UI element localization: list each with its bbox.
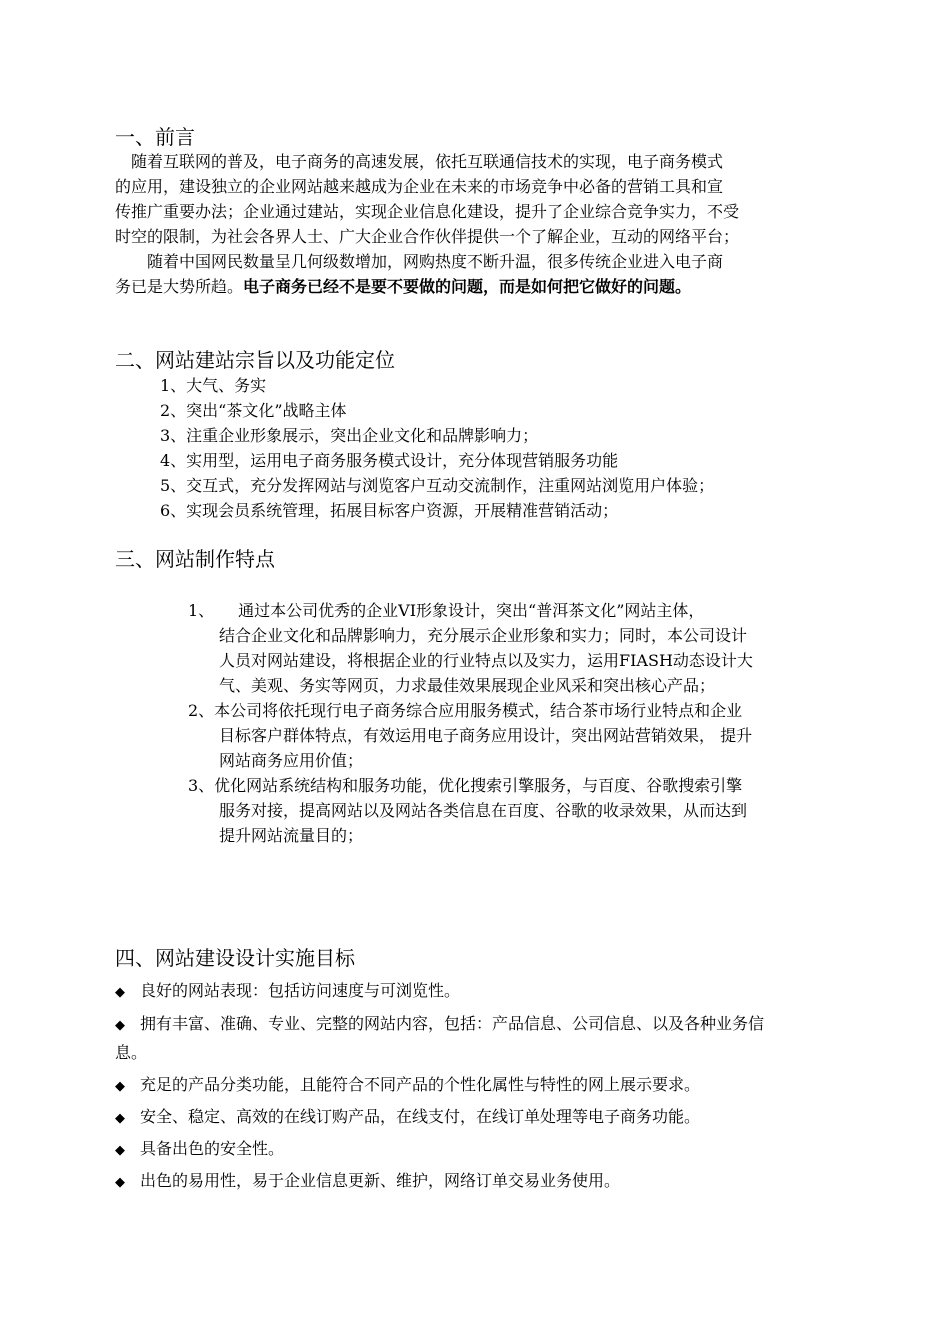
bullet-item <box>115 978 460 1005</box>
bullet-item <box>115 1136 284 1163</box>
bullet-item <box>115 1104 700 1131</box>
list-item: 1、大气、务实 <box>160 376 267 395</box>
list-item-first-line: 1、 通过本公司优秀的企业VI形象设计，突出“普洱茶文化”网站主体， <box>188 601 705 620</box>
diamond-bullet-icon: ◆ <box>115 1143 125 1158</box>
paragraph-line: 随着中国网民数量呈几何级数增加，网购热度不断升温，很多传统企业进入电子商 <box>115 252 724 271</box>
bullet-item <box>115 1072 700 1099</box>
list-item-continuation: 气、美观、务实等网页，力求最佳效果展现企业风采和突出核心产品； <box>219 676 716 695</box>
bullet-wrap-line: 息。 <box>115 1043 148 1062</box>
list-item: 6、实现会员系统管理，拓展目标客户资源，开展精准营销活动； <box>160 501 619 520</box>
section-1-paragraph <box>115 149 845 299</box>
section-2-list <box>160 373 714 523</box>
paragraph-text: 务已是大势所趋。 <box>115 277 244 296</box>
list-item-continuation: 网站商务应用价值； <box>219 751 364 770</box>
diamond-bullet-icon: ◆ <box>115 1018 125 1033</box>
section-2-heading: 二、网站建站宗旨以及功能定位 <box>115 348 395 372</box>
list-item-first-line: 3、优化网站系统结构和服务功能，优化搜索引擎服务，与百度、谷歌搜索引擎 <box>188 776 743 795</box>
bullet-text: 出色的易用性，易于企业信息更新、维护，网络订单交易业务使用。 <box>140 1171 621 1190</box>
section-3-list <box>188 598 753 848</box>
bullet-item <box>115 1011 764 1038</box>
bullet-text: 拥有丰富、准确、专业、完整的网站内容，包括：产品信息、公司信息、以及各种业务信 <box>140 1014 765 1033</box>
list-item: 2、突出“茶文化”战略主体 <box>160 401 347 420</box>
diamond-bullet-icon: ◆ <box>115 1079 125 1094</box>
diamond-bullet-icon: ◆ <box>115 985 125 1000</box>
paragraph-line: 的应用，建设独立的企业网站越来越成为企业在未来的市场竞争中必备的营销工具和宣 <box>115 177 724 196</box>
list-item-continuation: 目标客户群体特点，有效运用电子商务应用设计，突出网站营销效果， 提升 <box>219 726 753 745</box>
paragraph-line <box>115 274 845 299</box>
list-item-continuation: 服务对接，提高网站以及网站各类信息在百度、谷歌的收录效果，从而达到 <box>219 801 748 820</box>
list-item-first-line: 2、本公司将依托现行电子商务综合应用服务模式，结合茶市场行业特点和企业 <box>188 701 743 720</box>
bullet-text: 充足的产品分类功能，且能符合不同产品的个性化属性与特性的网上展示要求。 <box>140 1075 701 1094</box>
section-1-heading: 一、前言 <box>115 125 195 149</box>
list-item <box>188 773 753 848</box>
list-item: 3、注重企业形象展示，突出企业文化和品牌影响力； <box>160 426 539 445</box>
list-item <box>188 598 753 698</box>
list-item-continuation: 人员对网站建设，将根据企业的行业特点以及实力，运用FIASH动态设计大 <box>219 651 753 670</box>
list-item-continuation: 提升网站流量目的； <box>219 826 364 845</box>
list-item-continuation: 结合企业文化和品牌影响力，充分展示企业形象和实力；同时，本公司设计 <box>219 626 748 645</box>
diamond-bullet-icon: ◆ <box>115 1175 125 1190</box>
emphasis-text: 电子商务已经不是要不要做的问题，而是如何把它做好的问题。 <box>243 277 692 296</box>
list-item <box>188 698 753 773</box>
diamond-bullet-icon: ◆ <box>115 1111 125 1126</box>
paragraph-line: 时空的限制，为社会各界人士、广大企业合作伙伴提供一个了解企业，互动的网络平台； <box>115 227 740 246</box>
bullet-text: 良好的网站表现：包括访问速度与可浏览性。 <box>140 981 461 1000</box>
list-item: 5、交互式，充分发挥网站与浏览客户互动交流制作，注重网站浏览用户体验； <box>160 476 715 495</box>
bullet-text: 安全、稳定、高效的在线订购产品，在线支付，在线订单处理等电子商务功能。 <box>140 1107 701 1126</box>
paragraph-line: 随着互联网的普及，电子商务的高速发展，依托互联通信技术的实现，电子商务模式 <box>115 152 724 171</box>
bullet-item <box>115 1168 620 1195</box>
section-4-heading: 四、网站建设设计实施目标 <box>115 946 355 970</box>
bullet-text: 具备出色的安全性。 <box>140 1139 285 1158</box>
paragraph-line: 传推广重要办法；企业通过建站，实现企业信息化建设，提升了企业综合竞争实力，不受 <box>115 202 740 221</box>
section-3-heading: 三、网站制作特点 <box>115 547 275 571</box>
list-item: 4、实用型，运用电子商务服务模式设计，充分体现营销服务功能 <box>160 451 619 470</box>
